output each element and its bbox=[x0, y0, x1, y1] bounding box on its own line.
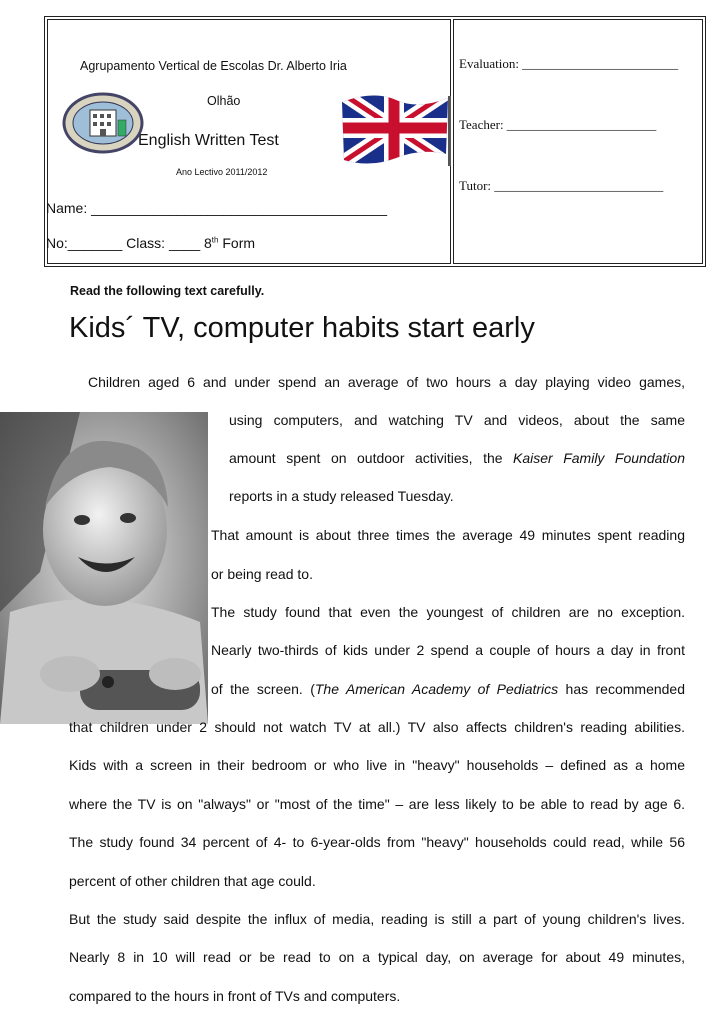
instruction-text: Read the following text carefully. bbox=[70, 284, 265, 298]
article-line: The study found that even the youngest of children are no exception. bbox=[211, 604, 685, 620]
evaluation-field: Evaluation: ________________________ bbox=[459, 56, 679, 71]
article-line bbox=[211, 681, 685, 698]
article-line: compared to the hours in front of TVs and computers. bbox=[69, 988, 401, 1004]
article-line: Kids with a screen in their bedroom or who live in "heavy" households – defined as a home bbox=[69, 757, 685, 773]
article-line bbox=[229, 450, 685, 467]
article-line: Nearly two-thirds of kids under 2 spend a couple of hours a day in front bbox=[211, 642, 685, 658]
child-photo bbox=[0, 412, 208, 724]
article-line: or being read to. bbox=[211, 566, 313, 582]
article-line: Nearly 8 in 10 will read or be read to on a typical day, on average for about 49 minutes, bbox=[69, 949, 685, 965]
student-name-field: Name: ______________________________________ bbox=[46, 200, 387, 216]
test-title: English Written Test bbox=[138, 132, 279, 149]
article-line: where the TV is on "always" or "most of the time" – are less likely to be able to read by age 6. bbox=[69, 796, 685, 812]
ordinal-suffix: th bbox=[211, 235, 219, 245]
article-line: That amount is about three times the average 49 minutes spent reading bbox=[211, 527, 685, 543]
article-line: that children under 2 should not watch TV at all.) TV also affects children's reading abilities. bbox=[69, 719, 685, 735]
teacher-field: Teacher: _______________________ bbox=[459, 117, 657, 132]
tutor-field: Tutor: __________________________ bbox=[459, 178, 664, 193]
article-text: has recommended bbox=[558, 681, 685, 697]
student-number-class-field bbox=[46, 235, 255, 251]
school-logo bbox=[62, 92, 144, 154]
town-name: Olhão bbox=[207, 94, 241, 108]
organization-name: Kaiser Family Foundation bbox=[513, 450, 685, 466]
school-name: Agrupamento Vertical de Escolas Dr. Alberto Iria bbox=[80, 59, 347, 73]
article-line: The study found 34 percent of 4- to 6-year-olds from "heavy" households could read, while 56 bbox=[69, 834, 685, 850]
uk-flag-image bbox=[334, 88, 454, 168]
article-headline: Kids´ TV, computer habits start early bbox=[69, 312, 535, 344]
article-line: But the study said despite the influx of media, reading is still a part of young children's lives. bbox=[69, 911, 685, 927]
article-text: of the screen. ( bbox=[211, 681, 315, 697]
organization-name: The American Academy of Pediatrics bbox=[314, 681, 559, 697]
article-line: using computers, and watching TV and videos, about the same bbox=[229, 412, 685, 428]
form-label: Form bbox=[218, 235, 256, 251]
article-line: percent of other children that age could. bbox=[69, 873, 316, 889]
number-class-label: No:_______ Class: ____ 8 bbox=[46, 235, 212, 251]
school-year: Ano Lectivo 2011/2012 bbox=[176, 167, 268, 177]
article-text: amount spent on outdoor activities, the bbox=[229, 450, 514, 466]
article-line: reports in a study released Tuesday. bbox=[229, 488, 454, 504]
article-line: Children aged 6 and under spend an average of two hours a day playing video games, bbox=[88, 374, 685, 390]
